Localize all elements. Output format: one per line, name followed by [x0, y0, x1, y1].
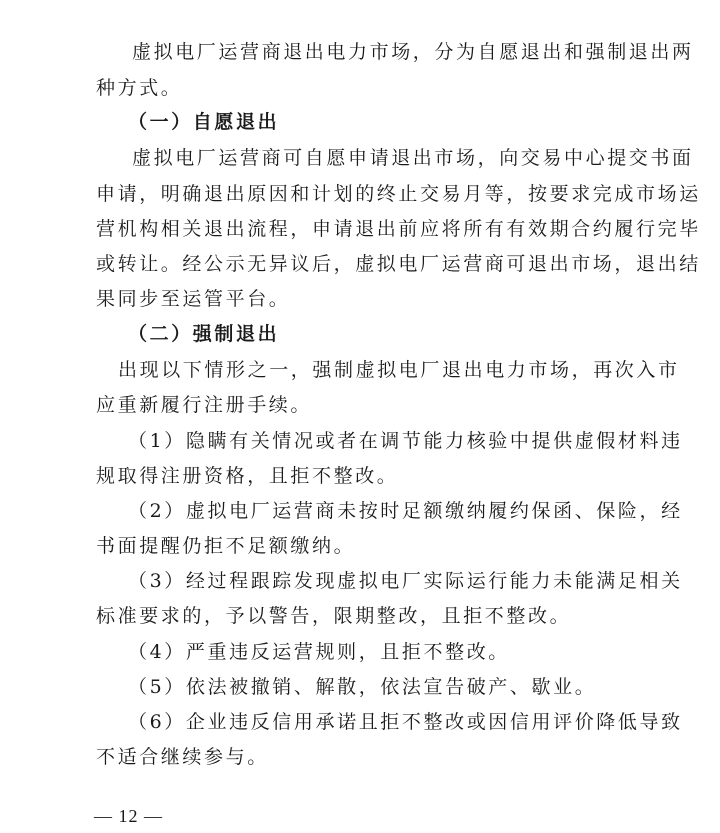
paragraph-forced-line-1: 出现以下情形之一，强制虚拟电厂退出电力市场，再次入市 — [118, 359, 680, 381]
paragraph-voluntary-line-3: 营机构相关退出流程，申请退出前应将所有有效期合约履行完毕 — [96, 218, 701, 240]
list-item-3-line-1: （3）经过程跟踪发现虚拟电厂实际运行能力未能满足相关 — [128, 570, 683, 592]
page-number: — 12 — — [94, 806, 163, 826]
list-item-3-line-2: 标准要求的，予以警告，限期整改，且拒不整改。 — [96, 605, 572, 627]
section-heading-voluntary-exit: （一）自愿退出 — [128, 111, 280, 133]
section-heading-forced-exit: （二）强制退出 — [128, 323, 280, 345]
paragraph-voluntary-line-5: 果同步至运管平台。 — [96, 288, 291, 310]
list-item-2-line-2: 书面提醒仍拒不足额缴纳。 — [96, 535, 356, 557]
paragraph-intro-line-1: 虚拟电厂运营商退出电力市场，分为自愿退出和强制退出两 — [132, 41, 694, 63]
paragraph-forced-line-2: 应重新履行注册手续。 — [96, 394, 313, 416]
paragraph-intro-line-2: 种方式。 — [96, 77, 183, 99]
paragraph-voluntary-line-2: 申请，明确退出原因和计划的终止交易月等，按要求完成市场运 — [96, 183, 701, 205]
list-item-1-line-2: 规取得注册资格，且拒不整改。 — [96, 465, 399, 487]
list-item-6-line-2: 不适合继续参与。 — [96, 746, 269, 768]
list-item-1-line-1: （1）隐瞒有关情况或者在调节能力核验中提供虚假材料违 — [128, 430, 683, 452]
paragraph-voluntary-line-1: 虚拟电厂运营商可自愿申请退出市场，向交易中心提交书面 — [132, 147, 694, 169]
paragraph-voluntary-line-4: 或转让。经公示无异议后，虚拟电厂运营商可退出市场，退出结 — [96, 253, 701, 275]
list-item-4: （4）严重违反运营规则，且拒不整改。 — [128, 641, 510, 663]
list-item-2-line-1: （2）虚拟电厂运营商未按时足额缴纳履约保函、保险，经 — [128, 500, 683, 522]
list-item-6-line-1: （6）企业违反信用承诺且拒不整改或因信用评价降低导致 — [128, 711, 683, 733]
list-item-5: （5）依法被撤销、解散，依法宣告破产、歇业。 — [128, 676, 597, 698]
